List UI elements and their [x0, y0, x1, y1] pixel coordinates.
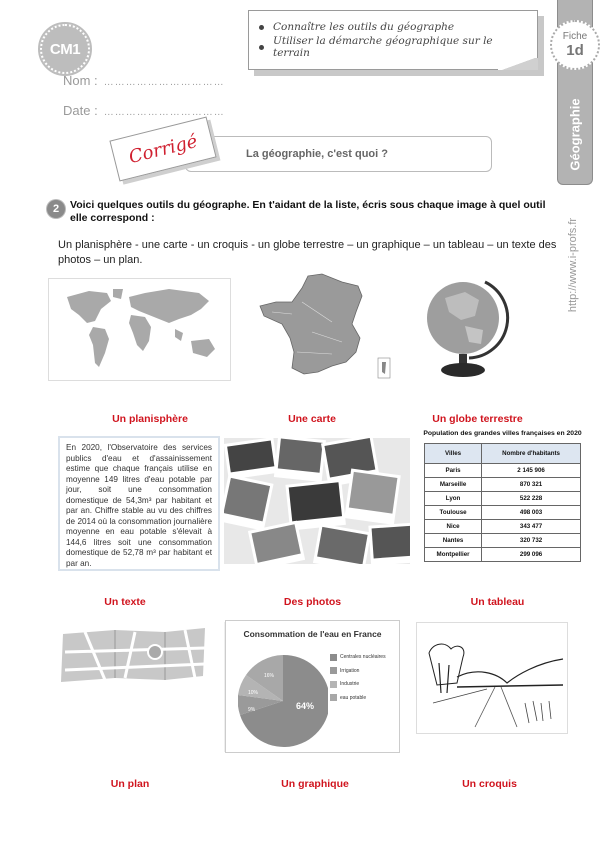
answer-croquis: Un croquis — [462, 778, 517, 790]
date-label: Date : — [63, 103, 98, 118]
slice-label: 10% — [248, 690, 259, 696]
population-cell: 299 096 — [482, 548, 581, 562]
photos-collage-image — [224, 438, 410, 564]
website-url[interactable] — [558, 200, 588, 330]
subject-title — [561, 88, 589, 180]
text-excerpt-box — [58, 436, 220, 571]
objectives-note — [248, 10, 538, 70]
population-cell: 870 321 — [482, 478, 581, 492]
name-field[interactable] — [63, 73, 225, 88]
table-row — [425, 534, 581, 548]
chart-title: Consommation de l'eau en France — [243, 629, 382, 639]
bullet-icon — [259, 25, 264, 30]
france-map-icon — [252, 272, 392, 384]
level-badge — [40, 24, 90, 74]
legend-label: eau potable — [340, 694, 367, 701]
answer-plan: Un plan — [110, 778, 150, 790]
folded-corner-icon — [498, 58, 538, 70]
table-title: Population des grandes villes françaises en 2020 — [423, 430, 582, 437]
bullet-icon — [259, 45, 264, 50]
city-cell: Marseille — [425, 478, 482, 492]
answer-texte: Un texte — [104, 596, 146, 608]
sheet-number: 1d — [566, 42, 584, 59]
city-cell: Nantes — [425, 534, 482, 548]
population-cell: 522 228 — [482, 492, 581, 506]
city-plan-icon — [55, 622, 225, 692]
globe-image — [425, 276, 510, 381]
text-excerpt: En 2020, l'Observatoire des services publics d'eau et d'assainissement estime que chaque français utilise en moyenne 149 litres d'eau potable par jour, soit une consommation domestique de 54,3m³ par habitant et par an. Chiffre stable au vu des chiffres de 2014 où la consommation journalière moyenne en eau potable s'élevait à 144,6 litres soit une consommation domestique de 52,78 m³ par habitant et par an. — [66, 443, 212, 568]
name-label: Nom : — [63, 73, 98, 88]
population-cell: 320 732 — [482, 534, 581, 548]
landscape-sketch-image — [416, 622, 568, 734]
answer-tableau: Un tableau — [470, 596, 525, 608]
table-header-row — [425, 444, 581, 464]
table-row — [425, 492, 581, 506]
word-list: Un planisphère - une carte - un croquis - un globe terrestre – un graphique – un tableau – un texte des photos – un plan. — [58, 239, 557, 266]
legend-label: Industrie — [340, 681, 360, 687]
city-cell: Montpellier — [425, 548, 482, 562]
exercise-instruction: Voici quelques outils du géographe. En t'aidant de la liste, écris sous chaque image à quel outil elle correspond : — [70, 199, 546, 224]
objective-item — [259, 37, 529, 57]
column-header: Villes — [425, 444, 482, 464]
legend-label: Centrales nucléaires — [340, 654, 386, 660]
table-row — [425, 548, 581, 562]
corrige-text: Corrigé — [126, 130, 200, 168]
table-row — [425, 478, 581, 492]
city-cell: Nice — [425, 520, 482, 534]
city-cell: Toulouse — [425, 506, 482, 520]
population-cell: 343 477 — [482, 520, 581, 534]
legend-swatch-icon — [330, 694, 337, 701]
lesson-title-text: La géographie, c'est quoi ? — [246, 148, 388, 160]
population-table — [424, 443, 581, 562]
legend-item — [330, 678, 386, 690]
table-row — [425, 464, 581, 478]
column-header: Nombre d'habitants — [482, 444, 581, 464]
subject-text: Géographie — [567, 97, 583, 171]
city-cell: Lyon — [425, 492, 482, 506]
answer-globe: Un globe terrestre — [432, 413, 523, 425]
city-cell: Paris — [425, 464, 482, 478]
table-row — [425, 520, 581, 534]
sheet-label: Fiche — [562, 31, 588, 42]
world-map-icon — [49, 279, 231, 381]
world-map-image — [48, 278, 231, 381]
population-cell: 2 145 906 — [482, 464, 581, 478]
date-field[interactable] — [63, 103, 225, 118]
website-text[interactable]: http://www.i-profs.fr — [567, 217, 580, 313]
slice-label: 9% — [248, 707, 256, 713]
legend-swatch-icon — [330, 681, 337, 688]
landscape-sketch-icon — [417, 623, 568, 734]
city-plan-image — [55, 622, 225, 752]
exercise-number: 2 — [52, 203, 60, 215]
legend-item — [330, 665, 386, 677]
legend-item — [330, 692, 386, 704]
legend-swatch-icon — [330, 667, 337, 674]
legend-label: Irrigation — [340, 667, 360, 674]
pie-chart-image — [225, 620, 400, 753]
answer-photos: Des photos — [283, 596, 342, 608]
objective-text: Connaître les outils du géographe — [273, 21, 455, 33]
globe-icon — [425, 276, 510, 381]
table-row — [425, 506, 581, 520]
chart-legend — [330, 651, 386, 705]
slice-label: 16% — [264, 673, 275, 679]
legend-item — [330, 651, 386, 663]
objective-text: Utiliser la démarche géographique sur le terrain — [273, 35, 493, 59]
sheet-badge — [550, 20, 600, 70]
date-dots: …………………………… — [103, 107, 225, 118]
answer-graphique: Un graphique — [281, 778, 349, 790]
france-map-image — [252, 272, 392, 384]
lesson-title — [185, 136, 492, 172]
answer-planisphere: Un planisphère — [112, 413, 188, 425]
legend-swatch-icon — [330, 654, 337, 661]
slice-label: 64% — [296, 701, 315, 711]
exercise-number-badge — [47, 200, 65, 218]
level-badge-text: CM1 — [49, 40, 81, 58]
answer-carte: Une carte — [288, 413, 336, 425]
photos-collage-icon — [224, 438, 410, 564]
population-cell: 498 003 — [482, 506, 581, 520]
name-dots: …………………………… — [103, 77, 225, 88]
pie-chart-icon — [238, 649, 328, 749]
objective-item — [259, 17, 529, 37]
